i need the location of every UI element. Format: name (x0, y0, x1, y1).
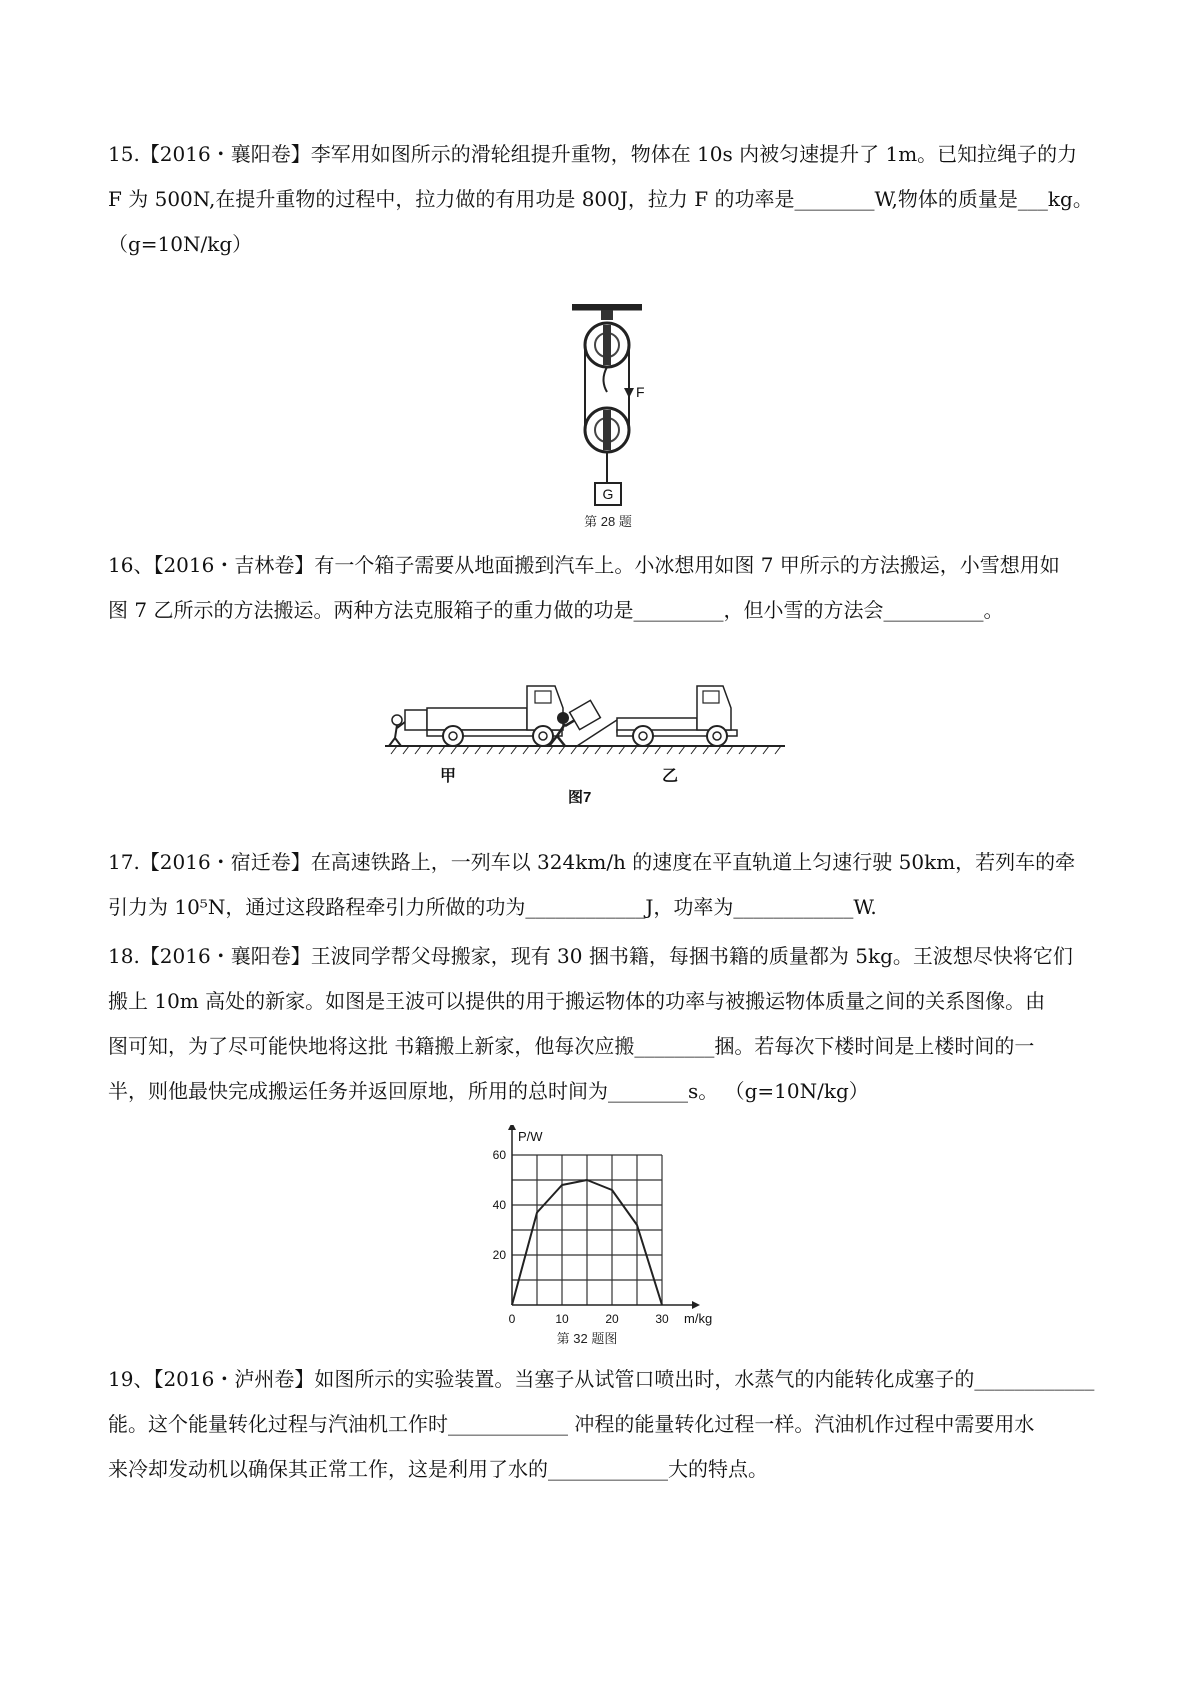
label-yi: 乙 (662, 768, 679, 785)
q17-line-2: 引力为 10⁵N，通过这段路程牵引力所做的功为____________J，功率为____________W. (108, 895, 877, 919)
y-axis-label: P/W (518, 1129, 543, 1144)
graph-caption: 第 32 题图 (556, 1331, 618, 1345)
ceiling (572, 304, 642, 310)
y-tick-label: 40 (492, 1198, 506, 1212)
question-16 (108, 543, 1103, 633)
x-axis-label: m/kg (684, 1311, 713, 1326)
y-tick-label: 20 (492, 1248, 506, 1262)
q18-line-1: 18.【2016・襄阳卷】王波同学帮父母搬家，现有 30 捆书籍，每捆书籍的质量都为 5kg。王波想尽快将它们 (108, 944, 1073, 968)
truck-right (617, 686, 737, 746)
weight-label: G (602, 486, 614, 502)
x-tick-label: 10 (555, 1312, 569, 1326)
q15-line-3: （g=10N/kg） (108, 232, 253, 256)
power-mass-chart (472, 1125, 732, 1345)
q16-line-2: 图 7 乙所示的方法搬运。两种方法克服箱子的重力做的功是_________，但小雪的方法会__________。 (108, 598, 1004, 622)
q17-line-1: 17.【2016・宿迁卷】在高速铁路上，一列车以 324km/h 的速度在平直轨道上匀速行驶 50km，若列车的牵 (108, 850, 1076, 874)
y-tick-label: 60 (492, 1148, 506, 1162)
truck-left (427, 686, 563, 746)
label-jia: 甲 (440, 768, 457, 785)
trucks-caption: 图7 (568, 789, 592, 806)
pulley-figure (560, 300, 670, 535)
q15-line-1: 15.【2016・襄阳卷】李军用如图所示的滑轮组提升重物，物体在 10s 内被匀速提升了 1m。已知拉绳子的力 (108, 142, 1078, 166)
q19-line-1: 19、【2016・泸州卷】如图所示的实验装置。当塞子从试管口喷出时，水蒸气的内能转化成塞子的____________ (108, 1367, 1095, 1391)
box-right (570, 700, 601, 729)
y-axis-arrow (508, 1125, 516, 1130)
x-tick-label: 30 (655, 1312, 669, 1326)
question-15 (108, 132, 1103, 267)
pulley-caption: 第 28 题 (584, 514, 632, 529)
top-pulley-bracket (601, 310, 613, 320)
person-lifting (389, 715, 405, 746)
trucks-figure (385, 668, 805, 818)
q19-line-2: 能。这个能量转化过程与汽油机工作时____________ 冲程的能量转化过程一样。汽油机作过程中需要用水 (108, 1412, 1035, 1436)
question-18 (108, 934, 1103, 1114)
q18-line-3: 图可知，为了尽可能快地将这批 书籍搬上新家，他每次应搬________捆。若每次下楼时间是上楼时间的一 (108, 1034, 1035, 1058)
x-tick-label: 0 (508, 1312, 516, 1326)
question-19 (108, 1357, 1103, 1492)
question-17 (108, 840, 1103, 930)
q18-line-2: 搬上 10m 高处的新家。如图是王波可以提供的用于搬运物体的功率与被搬运物体质量之间的关系图像。由 (108, 989, 1046, 1013)
q15-line-2: F 为 500N,在提升重物的过程中，拉力做的有用功是 800J，拉力 F 的功率是________W,物体的质量是___kg。 (108, 187, 1093, 211)
x-tick-label: 20 (605, 1312, 619, 1326)
x-axis-arrow (692, 1301, 700, 1309)
force-label: F (636, 384, 645, 400)
q18-line-4: 半，则他最快完成搬运任务并返回原地，所用的总时间为________s。 （g=10N/kg） (108, 1079, 869, 1103)
q19-line-3: 来冷却发动机以确保其正常工作，这是利用了水的____________大的特点。 (108, 1457, 768, 1481)
box-left (405, 710, 427, 730)
q16-line-1: 16、【2016・吉林卷】有一个箱子需要从地面搬到汽车上。小冰想用如图 7 甲所示的方法搬运，小雪想用如 (108, 553, 1060, 577)
